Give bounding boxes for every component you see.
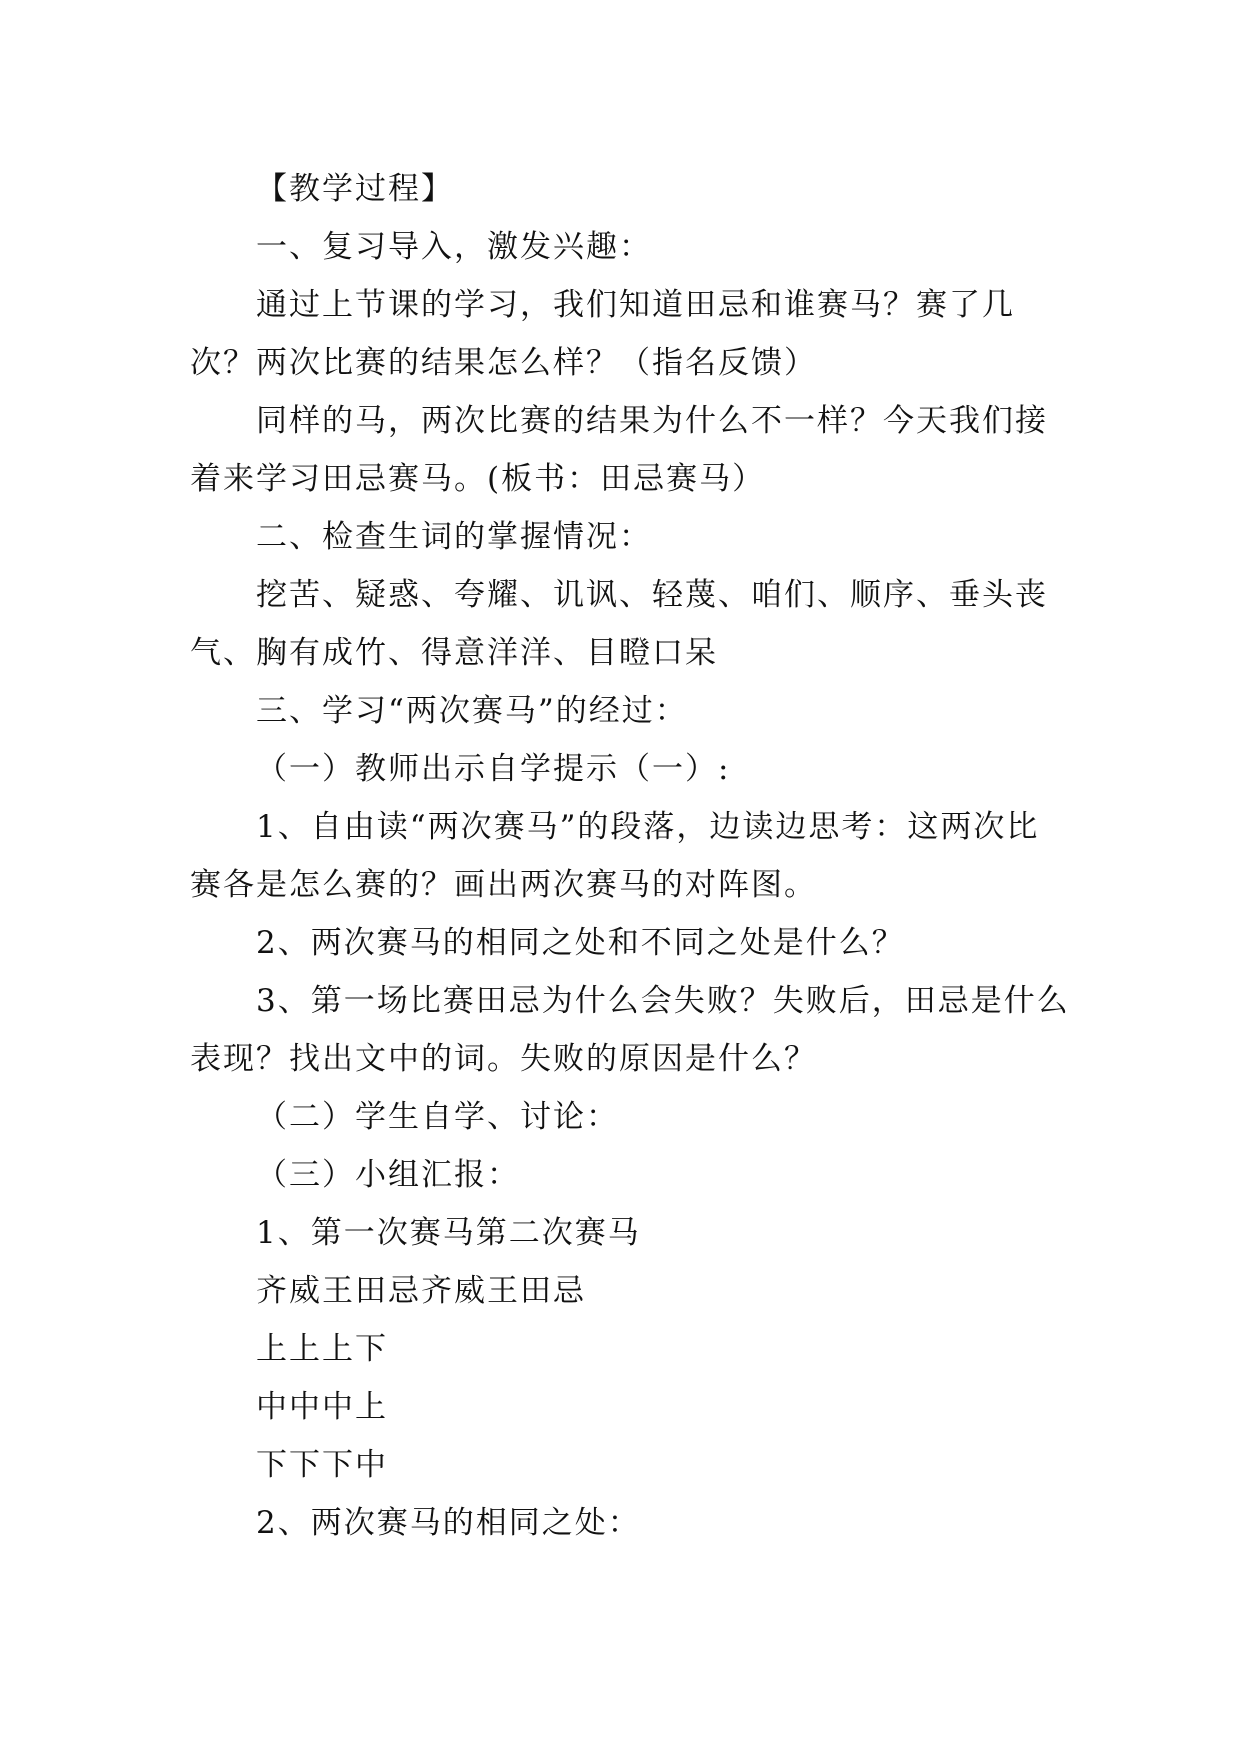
list-item-race-comparison: 1、第一次赛马第二次赛马 [256, 1215, 641, 1251]
section-heading-two-races: 三、学习“两次赛马”的经过： [256, 693, 688, 729]
race-table-row-top: 上上上下 [256, 1331, 388, 1367]
subheading-student-discussion: （二）学生自学、讨论： [256, 1099, 619, 1135]
race-table-header: 齐威王田忌齐威王田忌 [256, 1273, 586, 1309]
document-body [190, 160, 1070, 1552]
paragraph-review-questions: 通过上节课的学习，我们知道田忌和谁赛马？赛了几次？两次比赛的结果怎么样？（指名反馈） [190, 287, 1015, 381]
list-item-similarities: 2、两次赛马的相同之处： [256, 1505, 641, 1541]
paragraph-lesson-intro: 同样的马，两次比赛的结果为什么不一样？今天我们接着来学习田忌赛马。(板书：田忌赛马） [190, 403, 1048, 497]
race-table-row-middle: 中中中上 [256, 1389, 388, 1425]
section-heading-review-intro: 一、复习导入，激发兴趣： [256, 229, 652, 265]
paragraph-vocabulary-list: 挖苦、疑惑、夸耀、讥讽、轻蔑、咱们、顺序、垂头丧气、胸有成竹、得意洋洋、目瞪口呆 [190, 577, 1048, 671]
race-table-row-bottom: 下下下中 [256, 1447, 388, 1483]
section-heading-teaching-process: 【教学过程】 [256, 171, 454, 207]
subheading-group-report: （三）小组汇报： [256, 1157, 520, 1193]
list-item-prompt-1: 1、自由读“两次赛马”的段落，边读边思考：这两次比赛各是怎么赛的？画出两次赛马的对阵图。 [190, 809, 1040, 903]
list-item-prompt-2: 2、两次赛马的相同之处和不同之处是什么？ [256, 925, 905, 961]
subheading-self-study-prompt: （一）教师出示自学提示（一）: [256, 751, 731, 787]
list-item-prompt-3: 3、第一场比赛田忌为什么会失败？失败后，田忌是什么表现？找出文中的词。失败的原因是什么？ [190, 983, 1070, 1077]
section-heading-vocabulary-check: 二、检查生词的掌握情况： [256, 519, 652, 555]
